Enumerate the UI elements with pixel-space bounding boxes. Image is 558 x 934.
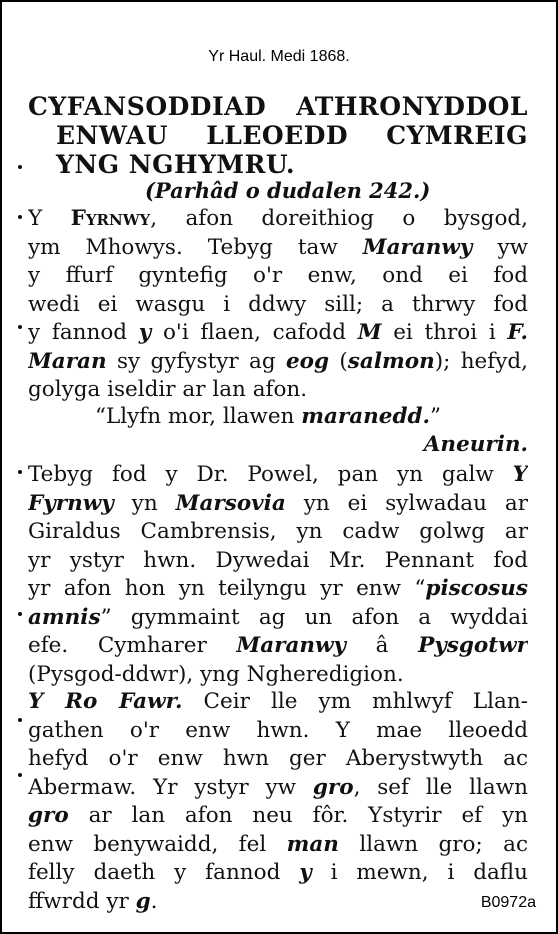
paragraph-ro-fawr: [28, 688, 528, 916]
title-word: ATHRONYDDOL: [296, 92, 528, 121]
title-word: LLEOEDD: [206, 121, 349, 150]
title-line-1: [28, 92, 528, 122]
text-line: yr ystyr hwn. Dywedai Mr. Pennant fod: [28, 547, 528, 573]
text-line: Tebyg fod y Dr. Powel, pan yn galw Y: [28, 462, 528, 487]
text-line: Y Fyrnwy, afon doreithiog o bysgod,: [28, 206, 528, 231]
print-speck: [18, 718, 22, 722]
title-word: ENWAU: [56, 121, 169, 150]
title-word: CYMREIG: [386, 121, 528, 150]
continued-note: (Parhâd o dudalen 242.): [145, 178, 431, 203]
print-speck: [18, 773, 22, 777]
quote-author: Aneurin.: [423, 432, 528, 457]
text-line: wedi ei wasgu i ddwy sill; a thrwy fod: [28, 291, 528, 317]
title-word: CYFANSODDIAD: [28, 92, 267, 121]
text-line: Fyrnwy yn Marsovia yn ei sylwadau ar: [28, 490, 528, 516]
text-line: y ffurf gyntefig o'r enw, ond ei fod: [28, 263, 528, 288]
print-speck: [18, 470, 22, 474]
print-speck: [18, 215, 22, 219]
print-speck: [18, 325, 22, 329]
text-line: gathen o'r enw hwn. Y mae lleoedd: [28, 717, 528, 743]
text-line: yr afon hon yn teilyngu yr enw “piscosus: [28, 576, 528, 601]
print-speck: [18, 165, 22, 169]
text-line: efe. Cymharer Maranwy â Pysgotwr: [28, 633, 528, 658]
text-line: golyga iseldir ar lan afon.: [28, 377, 308, 402]
paragraph-fyrnwy: [28, 205, 528, 405]
text-line: Giraldus Cambrensis, yn cadw golwg ar: [28, 519, 528, 544]
text-line: y fannod y o'i flaen, cafodd M ei throi i F.: [28, 320, 528, 345]
print-speck: [18, 612, 22, 616]
title-line-3: YNG NGHYMRU.: [56, 150, 296, 179]
quote-text: “Llyfn mor, llawen maranedd.”: [95, 404, 442, 429]
text-line: ym Mhowys. Tebyg taw Maranwy yw: [28, 234, 528, 260]
text-line: Maran sy gyfystyr ag eog (salmon); hefyd,: [28, 348, 528, 374]
text-line: gro ar lan afon neu fôr. Ystyrir ef yn: [28, 803, 528, 828]
reference-code: B0972a: [480, 894, 536, 911]
text-line: ffwrdd yr g.: [28, 888, 158, 914]
text-line: felly daeth y fannod y i mewn, i daflu: [28, 860, 528, 885]
text-line: Y Ro Fawr. Ceir lle ym mhlwyf Llan-: [28, 689, 528, 714]
title-line-2: [56, 121, 528, 151]
text-line: hefyd o'r enw hwn ger Aberystwyth ac: [28, 746, 528, 771]
text-line: Abermaw. Yr ystyr yw gro, sef lle llawn: [28, 774, 528, 800]
source-note: Yr Haul. Medi 1868.: [208, 48, 350, 65]
paragraph-powel: [28, 461, 528, 689]
text-line: (Pysgod-ddwr), yng Ngheredigion.: [28, 661, 404, 687]
text-line: amnis” gymmaint ag un afon a wyddai: [28, 604, 528, 630]
text-line: enw benywaidd, fel man llawn gro; ac: [28, 831, 528, 857]
